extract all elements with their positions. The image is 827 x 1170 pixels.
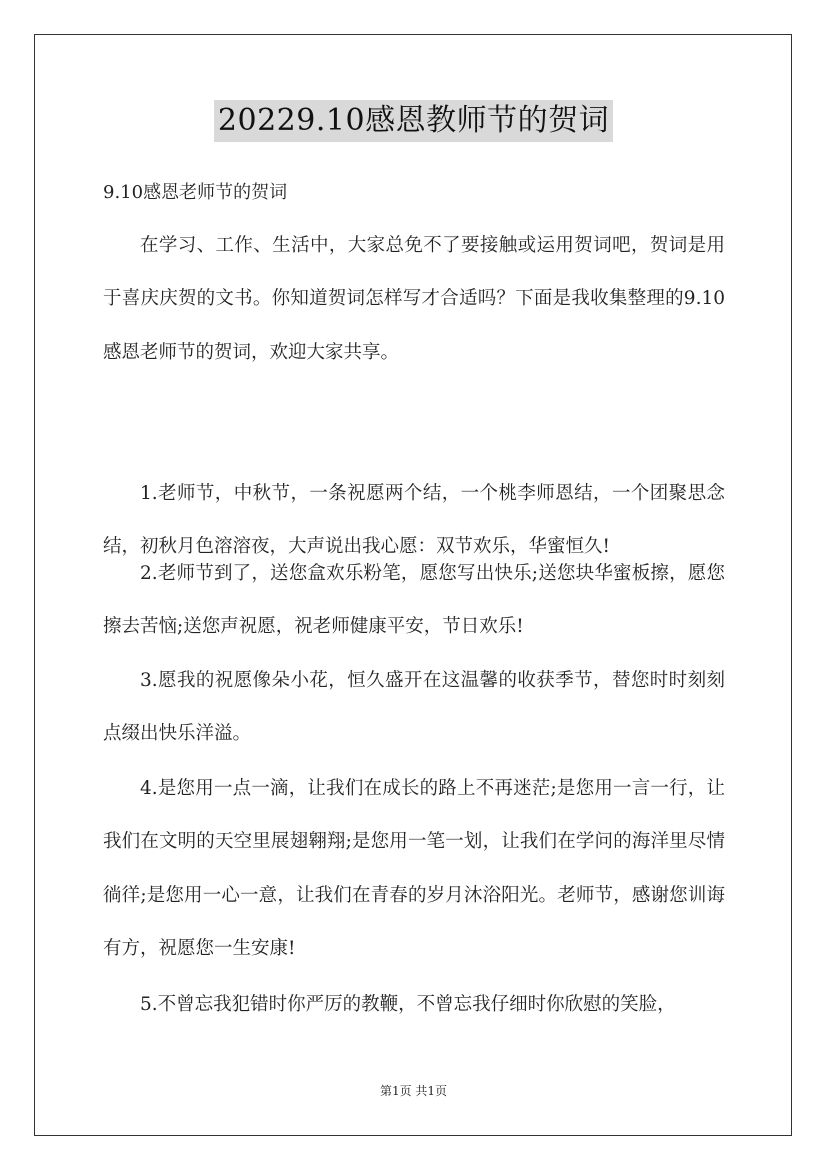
document-title: 20229.10感恩教师节的贺词 <box>214 100 613 142</box>
intro-paragraph: 在学习、工作、生活中，大家总免不了要接触或运用贺词吧，贺词是用于喜庆庆贺的文书。你知道贺词怎样写才合适吗？下面是我收集整理的9.10感恩老师节的贺词，欢迎大家共享。 <box>103 235 725 363</box>
document-subtitle: 9.10感恩老师节的贺词 <box>103 182 288 203</box>
greeting-paragraph-3: 3.愿我的祝愿像朵小花，恒久盛开在这温馨的收获季节，替您时时刻刻点缀出快乐洋溢。 <box>103 670 725 745</box>
title-container <box>0 100 827 142</box>
greeting-paragraph-1: 1.老师节，中秋节，一条祝愿两个结，一个桃李师恩结，一个团聚思念结，初秋月色溶溶夜，大声说出我心愿：双节欢乐，华蜜恒久! <box>103 483 725 558</box>
greeting-paragraph-4: 4.是您用一点一滴，让我们在成长的路上不再迷茫;是您用一言一行，让我们在文明的天空里展翅翱翔;是您用一笔一划，让我们在学问的海洋里尽情徜徉;是您用一心一意，让我们在青春的岁月沐浴阳光。老师节，感谢您训诲有方，祝愿您一生安康! <box>103 778 725 959</box>
page-number-footer: 第1页 共1页 <box>379 1084 448 1098</box>
greeting-paragraph-5: 5.不曾忘我犯错时你严厉的教鞭，不曾忘我仔细时你欣慰的笑脸， <box>140 994 676 1015</box>
greeting-paragraph-2: 2.老师节到了，送您盒欢乐粉笔，愿您写出快乐;送您块华蜜板擦，愿您擦去苦恼;送您声祝愿，祝老师健康平安，节日欢乐! <box>103 563 725 638</box>
